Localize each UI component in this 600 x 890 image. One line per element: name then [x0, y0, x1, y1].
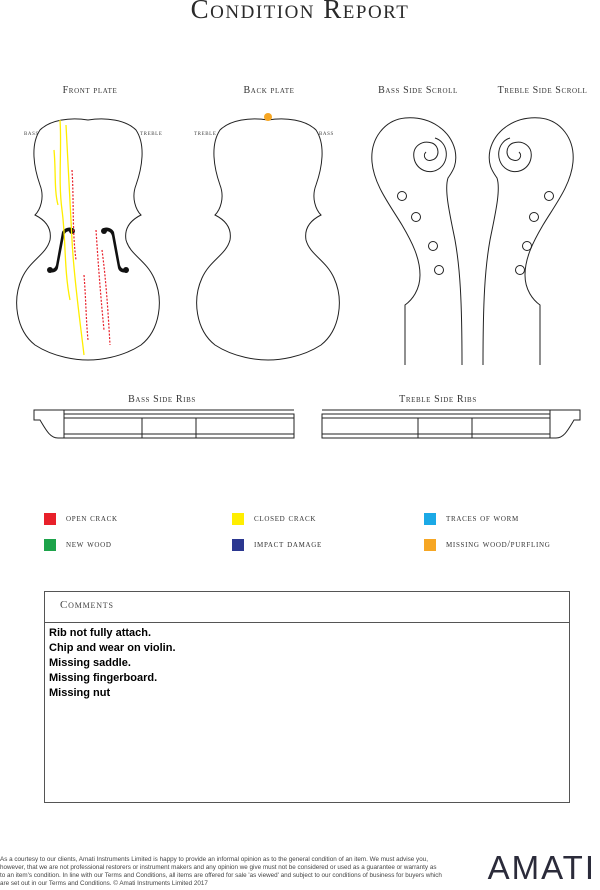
closed-crack-markings	[54, 120, 84, 355]
legend-label: traces of worm	[446, 514, 519, 524]
treble-scroll-peg-holes	[516, 192, 554, 275]
page-title: Condition Report	[190, 0, 410, 24]
legend-label: impact damage	[254, 540, 323, 550]
missing-wood-marker	[264, 113, 272, 121]
legend-impact-damage	[232, 539, 322, 551]
impact-damage-swatch	[232, 539, 244, 551]
legend-label: new wood	[66, 540, 112, 550]
open-crack-markings	[72, 170, 110, 345]
f-hole-right	[101, 228, 129, 273]
treble-side-ribs	[322, 410, 580, 438]
comments-header: Comments	[45, 592, 569, 623]
disclaimer-text: As a courtesy to our clients, Amati Instruments Limited is happy to provide an informal opinion as to the general condition of an item. We must advise you, however, that we are not professional restorers or instrument makers and any opinion we give must not be considered or used as a guarantee or warranty as to an item's condition. In line with our Terms and Conditions, all items are offered for sale 'as viewed' and subject to our conditions of business for buyers which are set out in our Terms and Conditions. © Amati Instruments Limited 2017	[0, 856, 442, 887]
comment-line: Missing saddle.	[49, 657, 131, 669]
front-treble-label: treble	[140, 130, 163, 137]
bass-side-ribs	[34, 410, 294, 438]
comment-line: Chip and wear on violin.	[49, 642, 176, 654]
back-bass-label: bass	[319, 130, 334, 137]
comments-box	[44, 591, 570, 803]
missing-wood-swatch	[424, 539, 436, 551]
back-treble-label: treble	[194, 130, 217, 137]
comment-line: Missing fingerboard.	[49, 672, 158, 684]
brand-logo: AMATI	[487, 849, 596, 886]
treble-side-ribs-label: Treble Side Ribs	[399, 394, 477, 405]
f-hole-left	[47, 228, 75, 273]
bass-side-scroll-label: Bass Side Scroll	[378, 85, 458, 96]
closed-crack-swatch	[232, 513, 244, 525]
legend-missing-wood	[424, 539, 551, 551]
legend-label: closed crack	[254, 514, 317, 524]
back-plate-label: Back plate	[243, 85, 295, 96]
legend-new-wood	[44, 539, 112, 551]
legend-label: open crack	[66, 514, 118, 524]
traces-of-worm-swatch	[424, 513, 436, 525]
treble-side-scroll-label: Treble Side Scroll	[497, 85, 588, 96]
legend-label: missing wood/purfling	[446, 540, 551, 550]
open-crack-swatch	[44, 513, 56, 525]
bass-scroll-outline	[372, 118, 462, 365]
legend-open-crack	[44, 513, 118, 525]
comment-line: Rib not fully attach.	[49, 627, 152, 639]
bass-scroll-peg-holes	[398, 192, 444, 275]
back-plate-outline	[197, 119, 340, 360]
front-plate-label: Front plate	[62, 85, 118, 96]
front-plate-outline	[17, 119, 160, 360]
legend-traces-of-worm	[424, 513, 519, 525]
front-bass-label: bass	[24, 130, 39, 137]
new-wood-swatch	[44, 539, 56, 551]
legend-closed-crack	[232, 513, 316, 525]
comments-body	[45, 623, 569, 701]
bass-side-ribs-label: Bass Side Ribs	[128, 394, 196, 405]
comment-line: Missing nut	[49, 687, 111, 699]
